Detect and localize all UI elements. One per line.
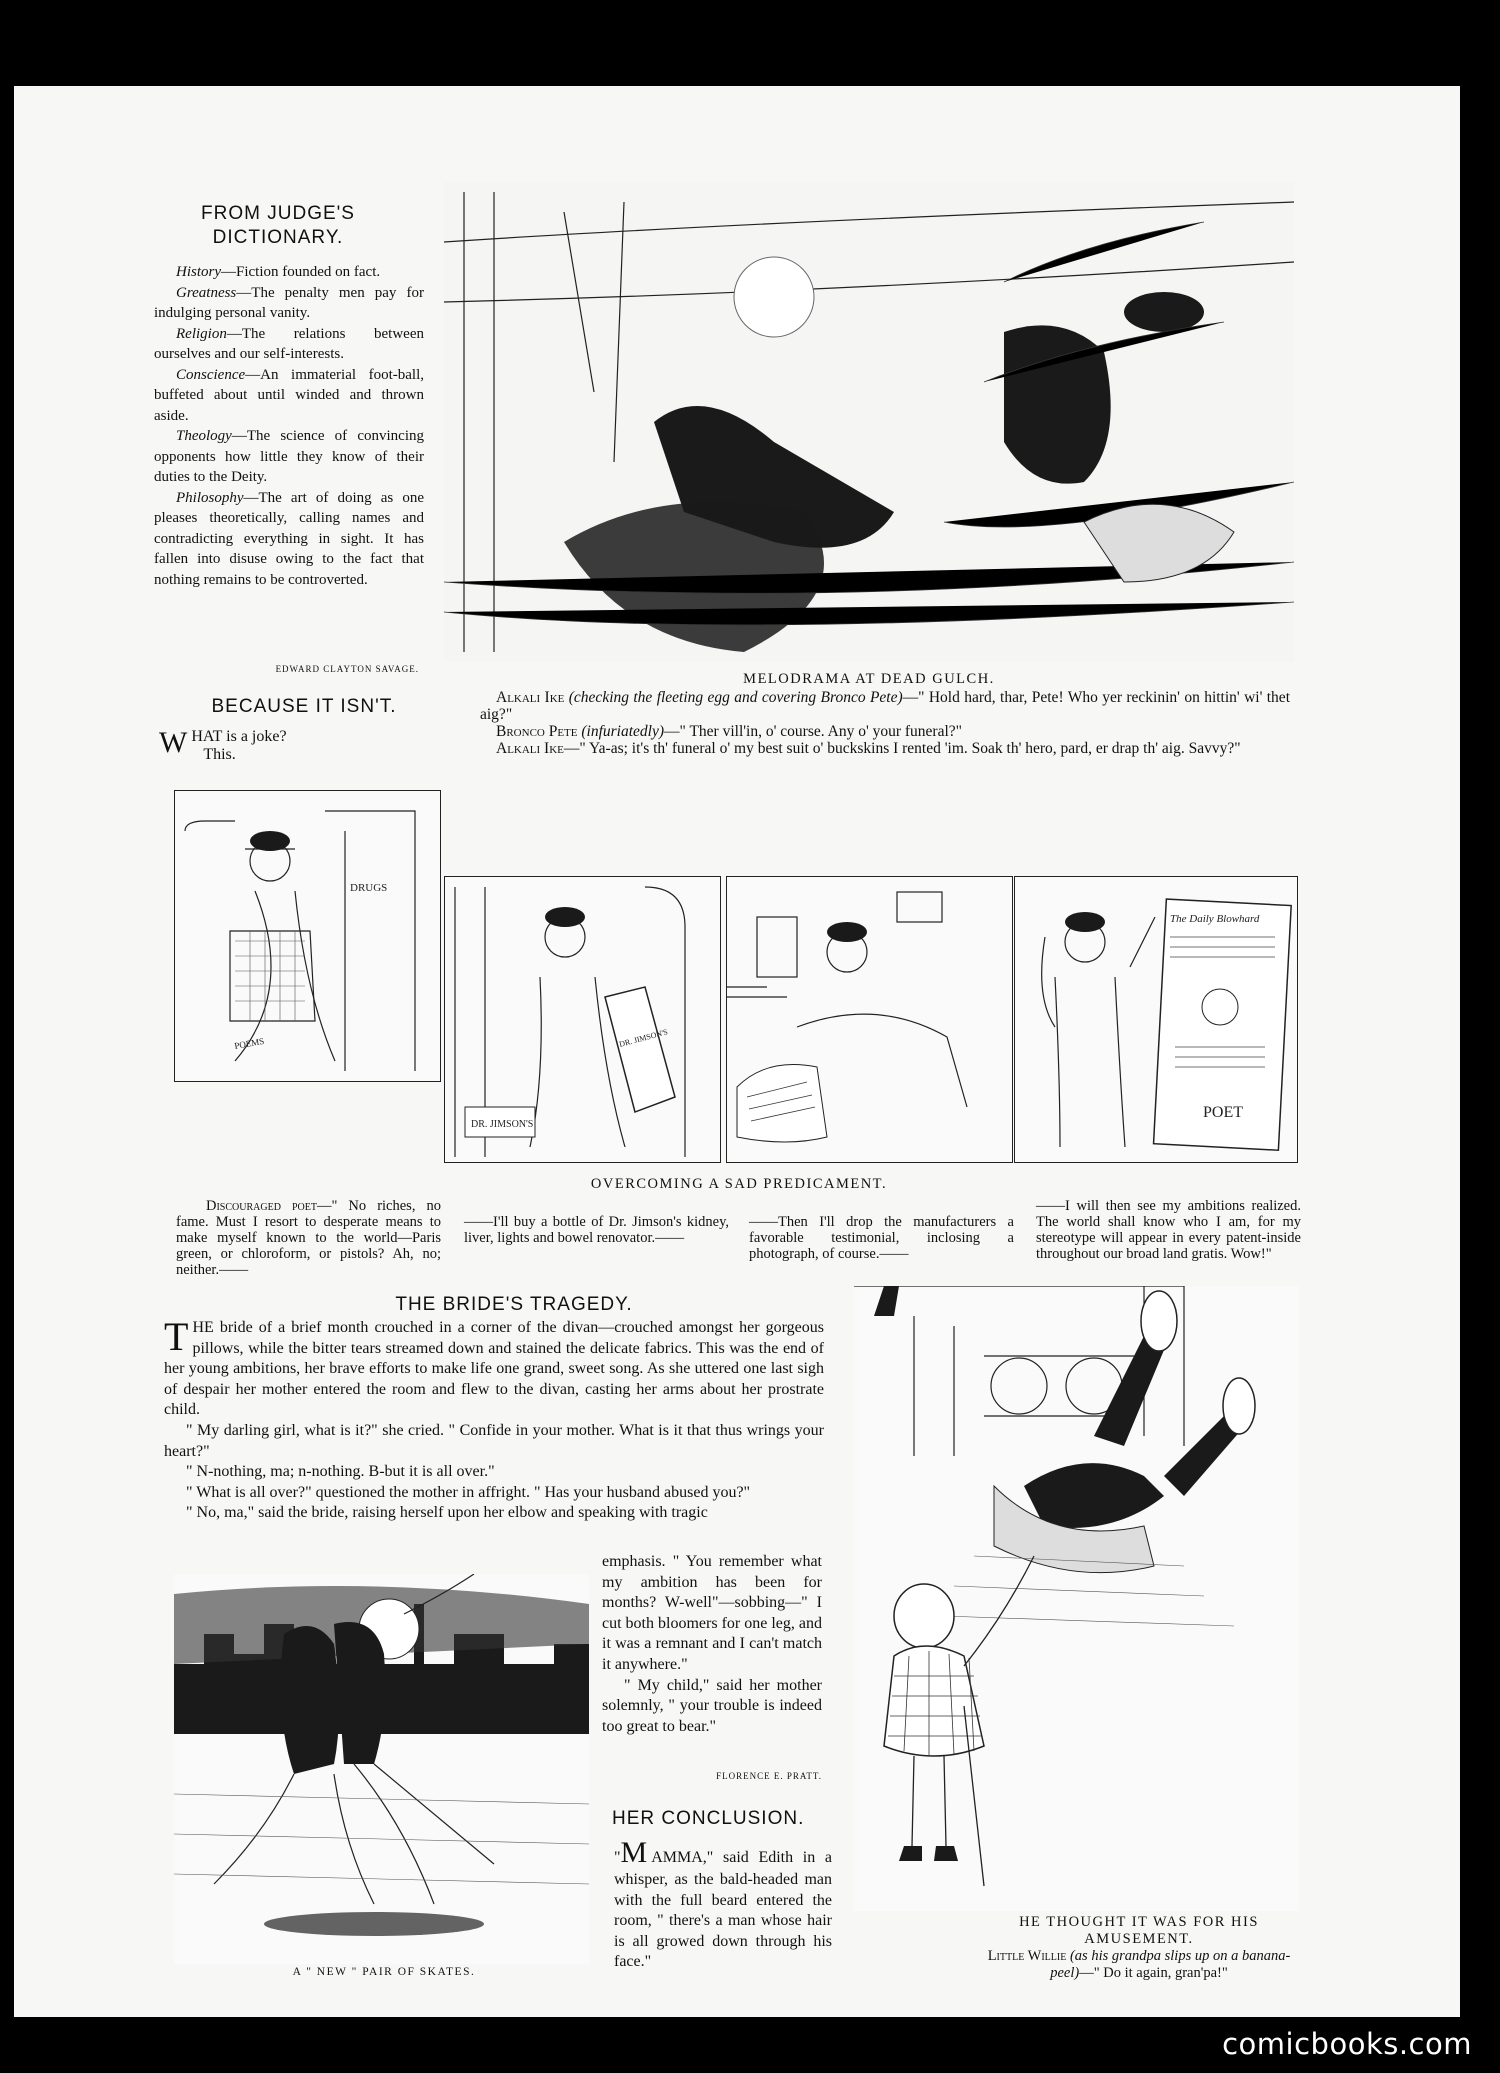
because-text <box>159 728 409 764</box>
site-watermark: comicbooks.com <box>1222 2027 1472 2061</box>
skates-illustration <box>174 1574 589 1964</box>
strip-panel-2 <box>444 876 721 1163</box>
melodrama-illustration <box>444 182 1294 662</box>
drop-cap: W <box>159 726 188 759</box>
drop-cap: M <box>620 1836 648 1869</box>
strip-caption-2: ——I'll buy a bottle of Dr. Jimson's kidney, liver, lights and bowel renovator.—— <box>464 1214 729 1246</box>
newspaper-poet: POET <box>1203 1104 1243 1121</box>
sign-poems: POEMS <box>233 1035 265 1051</box>
entry-term: Religion <box>176 325 227 342</box>
skates-caption: A " NEW " PAIR OF SKATES. <box>292 1966 476 1978</box>
amusement-title: HE THOUGHT IT WAS FOR HIS AMUSEMENT. <box>1019 1914 1259 1947</box>
caption-lead: Discouraged poet <box>206 1198 317 1214</box>
bride-story-continued <box>602 1552 822 1737</box>
bride-paragraph: " No, ma," said the bride, raising herself upon her elbow and speaking with tragic <box>186 1504 708 1522</box>
entry-def: —The science of convincing opponents how little they know of their duties to the Deity. <box>154 428 424 485</box>
grandpa-illustration <box>854 1286 1299 1911</box>
amusement-caption <box>974 1948 1304 1982</box>
dictionary-entries <box>154 262 424 590</box>
because-title: BECAUSE IT ISN'T. <box>211 696 397 717</box>
dictionary-credit: EDWARD CLAYTON SAVAGE. <box>275 664 419 674</box>
newspaper-masthead: The Daily Blowhard <box>1170 913 1260 925</box>
speaker: Alkali Ike <box>496 740 564 757</box>
melodrama-dialogue <box>480 689 1290 757</box>
stage-direction: (infuriatedly) <box>581 723 665 740</box>
entry-def: —The penalty men pay for indulging personal vanity. <box>154 284 424 321</box>
conclusion-body: AMMA," said Edith in a whisper, as the bald-headed man with the full beard entered the room, " there's a man whose hair is all growed down through his face." <box>614 1849 832 1971</box>
bride-paragraph: emphasis. " You remember what my ambition has been for months? W-well"—sobbing—" I cut both bloomers for one leg, and it was a remnant and I can't match it anywhere." <box>602 1553 822 1673</box>
melodrama-caption-title: MELODRAMA AT DEAD GULCH. <box>743 671 995 687</box>
conclusion-text: "M AMMA," said Edith in a whisper, as the bald-headed man with the full beard entered the room, " there's a man whose hair is all growed down through his face." <box>614 1836 832 1971</box>
bride-story <box>164 1314 824 1524</box>
entry-term: Greatness <box>176 284 237 301</box>
caption-text: —" No riches, no fame. Must I resort to desperate means to make myself known to the world—Paris green, or chloroform, or pistols? Ah, no; neither.—— <box>176 1198 441 1278</box>
strip-panel-4 <box>1014 876 1298 1163</box>
sign-dr: DR. JIMSON'S <box>471 1119 534 1130</box>
bride-credit: FLORENCE E. PRATT. <box>716 1771 822 1781</box>
bride-paragraph: " My child," said her mother solemnly, " your trouble is indeed too great to bear." <box>602 1676 822 1735</box>
strip-panel-3 <box>726 876 1013 1163</box>
drop-cap: T <box>164 1314 189 1359</box>
strip-caption-4: ——I will then see my ambitions realized. The world shall know who I am, for my stereotype will appear in every patent-inside throughout our broad land gratis. Wow!" <box>1036 1198 1301 1262</box>
entry-term: Theology <box>176 428 232 444</box>
dialogue-text: —" Hold hard, thar, Pete! Who yer reckinin' on hittin' wi' thet aig?" <box>480 689 1290 723</box>
bride-paragraph: " My darling girl, what is it?" she cried. " Confide in your mother. What is it that thus wrings your heart?" <box>164 1421 824 1460</box>
dialogue-text: —" Ther vill'in, o' course. Any o' your funeral?" <box>664 723 962 740</box>
entry-def: —The relations between ourselves and our self-interests. <box>154 325 424 362</box>
because-line1: HAT is a joke? <box>191 728 287 745</box>
entry-def: —An immaterial foot-ball, buffeted about until winded and thrown aside. <box>154 366 424 424</box>
bottle-label: DR. JIMSON'S <box>618 1027 669 1049</box>
bride-paragraph: " N-nothing, ma; n-nothing. B-but it is all over." <box>186 1463 495 1481</box>
dictionary-title: FROM JUDGE'S DICTIONARY. <box>201 203 355 248</box>
entry-def: —The art of doing as one pleases theoretically, calling names and contradicting everything in sight. It has fallen into disuse owing to the fact that nothing remains to be controverted. <box>154 489 424 588</box>
strip-caption-3: ——Then I'll drop the manufacturers a favorable testimonial, inclosing a photograph, of course.—— <box>749 1214 1014 1262</box>
speaker: Alkali Ike <box>496 689 565 706</box>
speaker: Little Willie <box>987 1948 1067 1964</box>
stage-direction: (as his grandpa slips up on a banana-peel) <box>1050 1948 1291 1981</box>
entry-term: History <box>176 264 221 280</box>
magazine-page <box>14 86 1460 2017</box>
strip-panel-1 <box>174 790 441 1082</box>
because-line2: This. <box>203 746 236 763</box>
dialogue-text: —" Ya-as; it's th' funeral o' my best suit o' buckskins I rented 'im. Soak th' hero, pard, er drap th' aig. Savvy?" <box>563 740 1241 757</box>
sign-drugs: DRUGS <box>350 882 388 894</box>
bride-paragraph: HE bride of a brief month crouched in a corner of the divan—crouched amongst her gorgeous pillows, while the bitter tears streamed down and stained the delicate fabrics. This was the end of her young ambitions, her brave efforts to make life one grand, sweet song. As she uttered one last sigh of despair her mother entered the room and flew to the divan, casting her arms about her prostrate child. <box>164 1319 824 1419</box>
entry-term: Philosophy <box>176 489 244 506</box>
speaker: Bronco Pete <box>496 723 578 740</box>
entry-def: —Fiction founded on fact. <box>221 264 381 280</box>
bride-title: THE BRIDE'S TRAGEDY. <box>395 1294 633 1315</box>
bride-paragraph: " What is all over?" questioned the mother in affright. " Has your husband abused you?" <box>186 1483 751 1501</box>
entry-term: Conscience <box>176 366 246 383</box>
strip-caption-1 <box>176 1198 441 1278</box>
conclusion-title: HER CONCLUSION. <box>612 1808 805 1829</box>
predicament-title: OVERCOMING A SAD PREDICAMENT. <box>590 1176 888 1192</box>
dialogue-text: —" Do it again, gran'pa!" <box>1079 1965 1228 1981</box>
stage-direction: (checking the fleeting egg and covering Bronco Pete) <box>568 689 903 706</box>
